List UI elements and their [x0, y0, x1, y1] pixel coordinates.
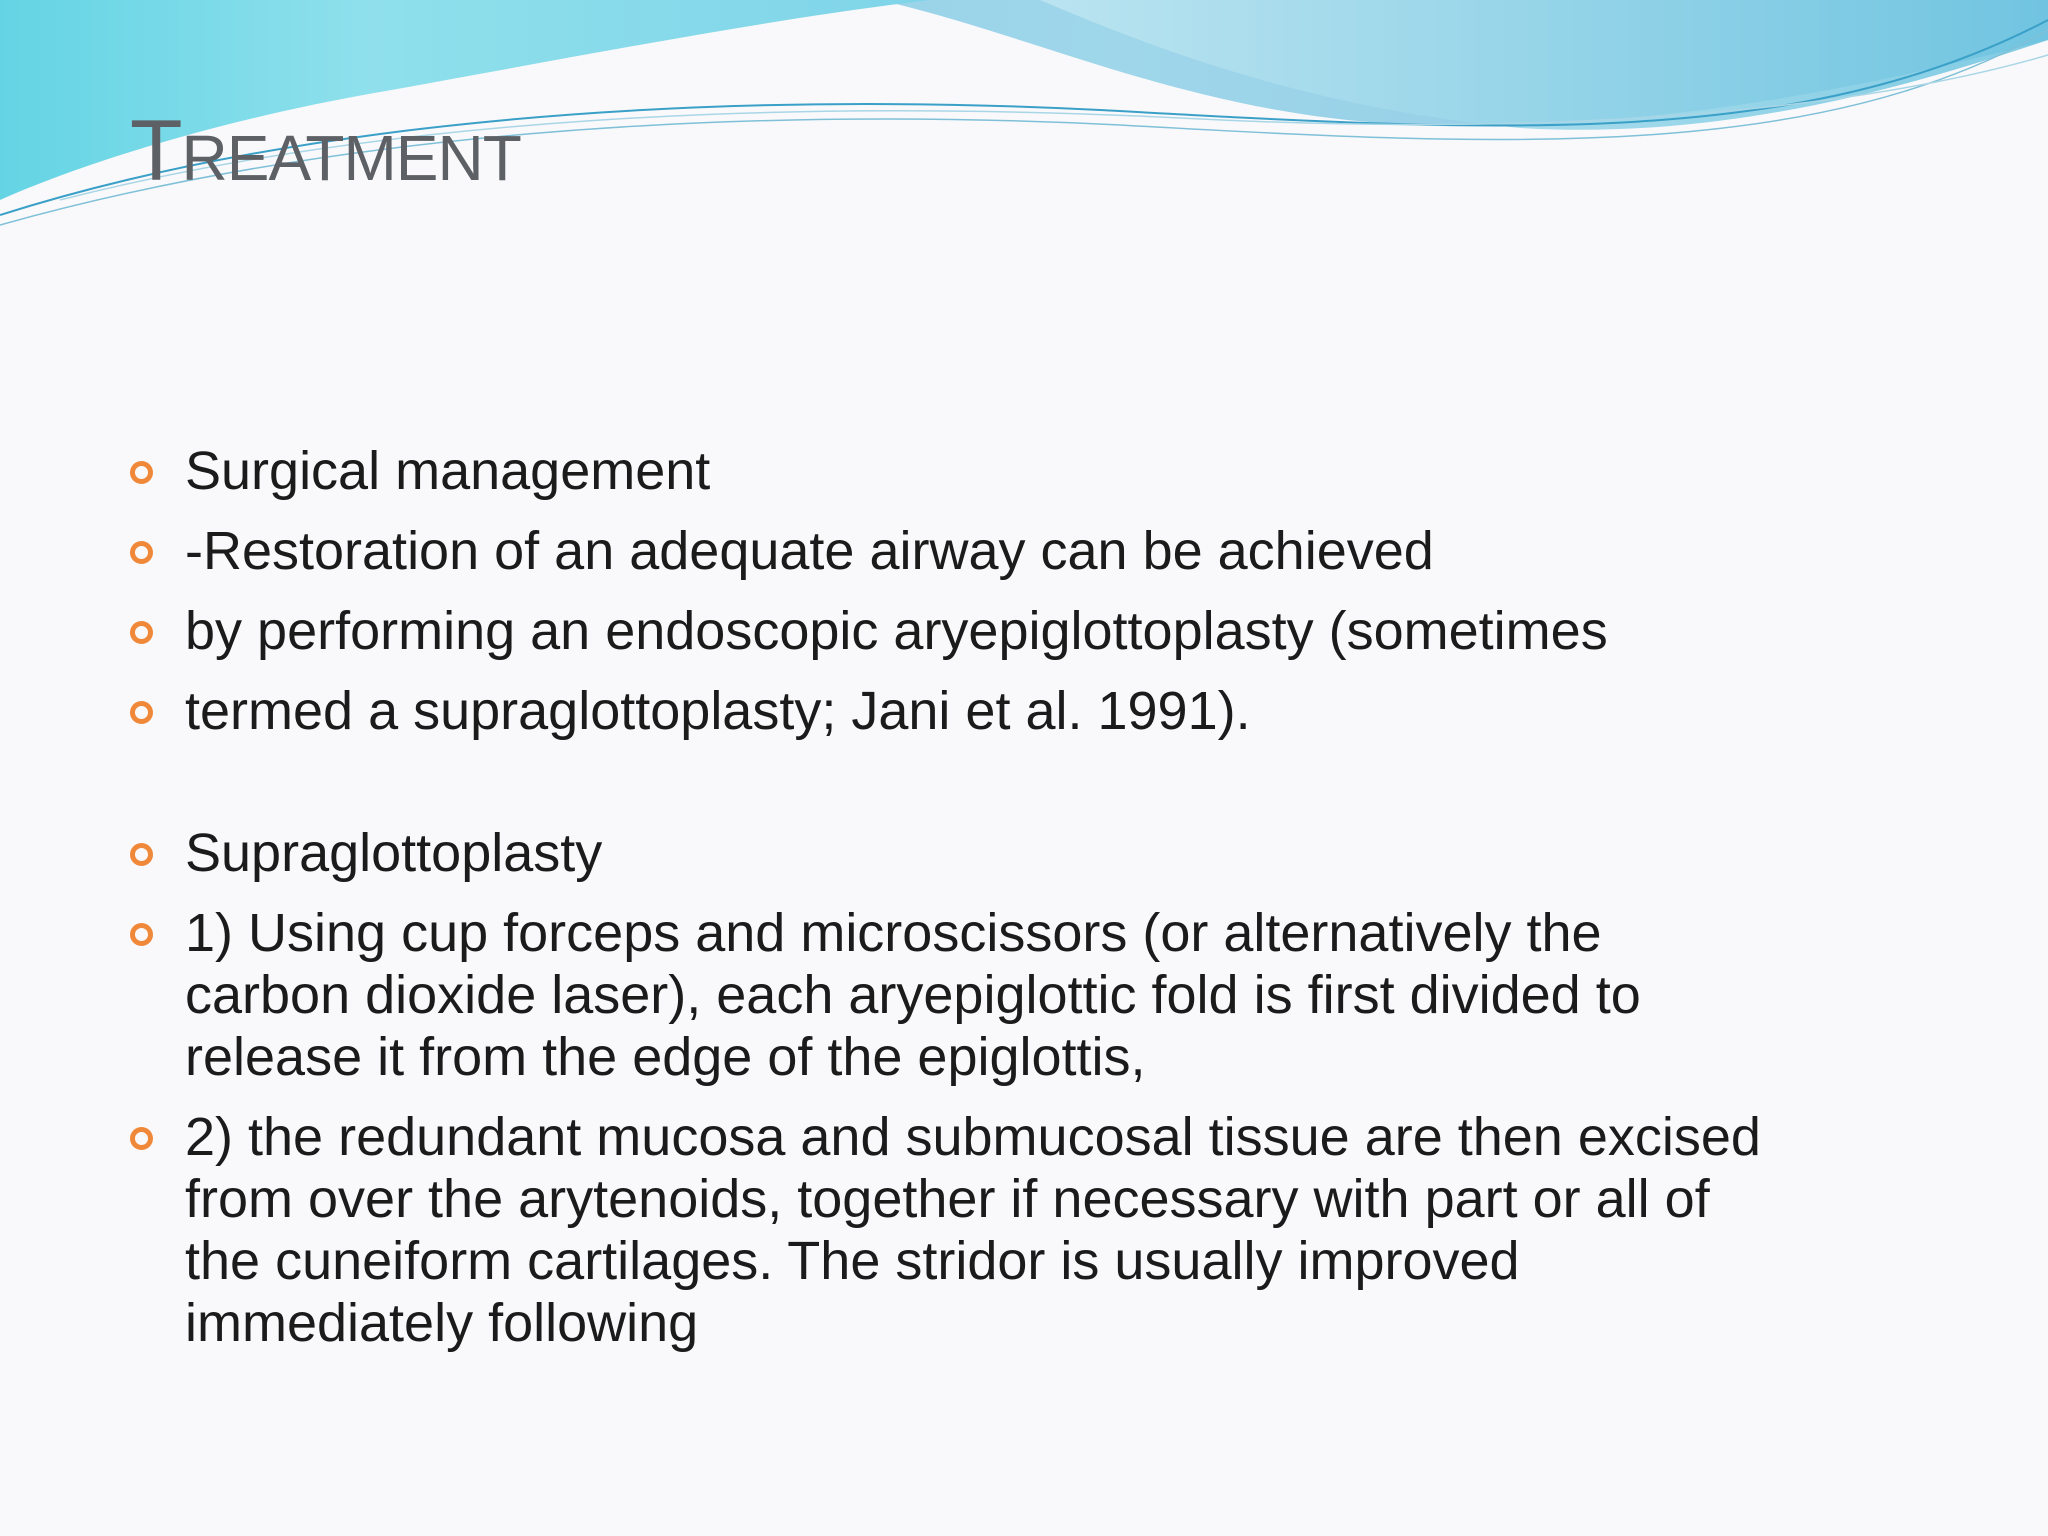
list-item: [130, 822, 1770, 884]
list-item: [130, 600, 1770, 662]
hollow-circle-bullet-icon: [130, 621, 153, 644]
list-item-text: -Restoration of an adequate airway can be achieved: [185, 521, 1434, 581]
slide-title-rest: REATMENT: [181, 122, 521, 194]
bullet-list: [130, 440, 1770, 1372]
slide-title-first-letter: T: [130, 103, 182, 199]
list-item: [130, 520, 1770, 582]
list-item-text: by performing an endoscopic aryepiglottoplasty (sometimes: [185, 601, 1608, 661]
list-item-text: 2) the redundant mucosa and submucosal tissue are then excised from over the arytenoids, together if necessary with part or all of the cuneiform cartilages. The stridor is usually improved immediately following: [185, 1107, 1761, 1353]
list-item: [130, 440, 1770, 502]
list-item: [130, 902, 1770, 1088]
hollow-circle-bullet-icon: [130, 843, 153, 866]
slide-title: [130, 103, 521, 199]
hollow-circle-bullet-icon: [130, 701, 153, 724]
list-item: [130, 680, 1770, 742]
list-item: [130, 1106, 1770, 1354]
hollow-circle-bullet-icon: [130, 923, 153, 946]
list-item-text: Supraglottoplasty: [185, 823, 603, 883]
hollow-circle-bullet-icon: [130, 461, 153, 484]
list-item-text: 1) Using cup forceps and microscissors (or alternatively the carbon dioxide laser), each aryepiglottic fold is first divided to release it from the edge of the epiglottis,: [185, 903, 1641, 1087]
hollow-circle-bullet-icon: [130, 541, 153, 564]
hollow-circle-bullet-icon: [130, 1127, 153, 1150]
list-item-text: termed a supraglottoplasty; Jani et al. 1991).: [185, 681, 1251, 741]
list-spacer: [130, 760, 1770, 822]
list-item-text: Surgical management: [185, 441, 711, 501]
